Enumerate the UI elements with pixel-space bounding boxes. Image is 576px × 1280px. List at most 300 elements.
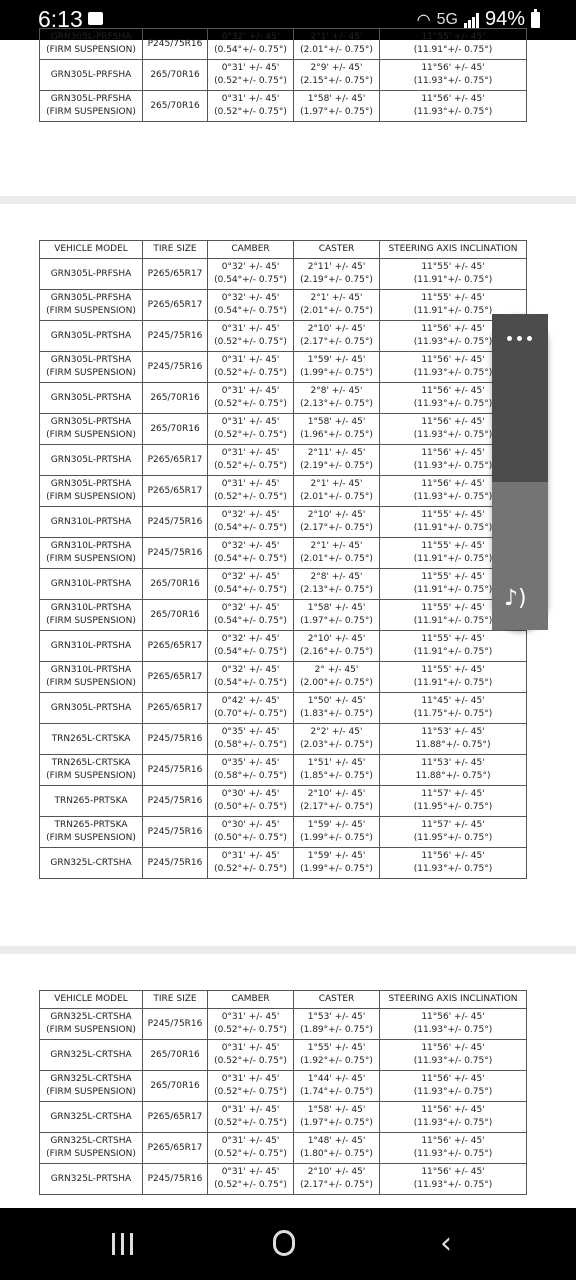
sai-cell-line: 11°56' +/- 45' <box>421 851 485 861</box>
camber-cell-line: 0°32' +/- 45' <box>221 293 280 303</box>
model-cell <box>40 1133 143 1164</box>
sai-cell-line: 11°55' +/- 45' <box>421 603 485 613</box>
model-cell <box>40 414 143 445</box>
sai-cell-line: 11°55' +/- 45' <box>421 32 485 42</box>
caster-cell-line: (1.80°+/- 0.75°) <box>300 1149 373 1159</box>
table-row <box>40 693 527 724</box>
sai-cell-line: 11°55' +/- 45' <box>421 510 485 520</box>
sai-cell-line: (11.93°+/- 0.75°) <box>413 368 493 378</box>
caster-cell <box>294 259 380 290</box>
camber-cell-line: 0°31' +/- 45' <box>221 1167 280 1177</box>
tire-size-cell: P265/65R17 <box>143 1133 208 1164</box>
caster-cell-line: 1°44' +/- 45' <box>307 1074 366 1084</box>
caster-cell-line: 2°1' +/- 45' <box>310 541 363 551</box>
camber-cell-line: 0°31' +/- 45' <box>221 417 280 427</box>
caster-cell-line: (1.74°+/- 0.75°) <box>300 1087 373 1097</box>
more-icon[interactable] <box>507 336 532 341</box>
camber-cell <box>208 662 294 693</box>
model-cell-line: (FIRM SUSPENSION) <box>46 1087 136 1097</box>
caster-cell <box>294 91 380 122</box>
camber-cell <box>208 1133 294 1164</box>
camber-cell <box>208 383 294 414</box>
model-cell <box>40 29 143 60</box>
tire-size-cell: P265/65R17 <box>143 290 208 321</box>
sai-cell-line: (11.95°+/- 0.75°) <box>413 833 493 843</box>
camber-cell-line: (0.52°+/- 0.75°) <box>214 368 287 378</box>
camber-cell-line: 0°32' +/- 45' <box>221 262 280 272</box>
sai-cell <box>380 29 527 60</box>
camber-cell-line: (0.52°+/- 0.75°) <box>214 864 287 874</box>
caster-cell-line: (2.01°+/- 0.75°) <box>300 306 373 316</box>
caster-cell-line: 2°11' +/- 45' <box>307 448 366 458</box>
sai-cell-line: 11°55' +/- 45' <box>421 541 485 551</box>
caster-cell-line: (1.97°+/- 0.75°) <box>300 1118 373 1128</box>
camber-cell-line: (0.52°+/- 0.75°) <box>214 492 287 502</box>
sai-cell <box>380 724 527 755</box>
model-cell-line: (FIRM SUSPENSION) <box>46 1149 136 1159</box>
caster-cell-line: (1.97°+/- 0.75°) <box>300 616 373 626</box>
camber-cell-line: (0.52°+/- 0.75°) <box>214 1149 287 1159</box>
camber-cell-line: (0.52°+/- 0.75°) <box>214 76 287 86</box>
camber-cell <box>208 538 294 569</box>
camber-cell-line: (0.50°+/- 0.75°) <box>214 802 287 812</box>
table-row <box>40 848 527 879</box>
camber-cell <box>208 786 294 817</box>
camber-cell-line: (0.52°+/- 0.75°) <box>214 461 287 471</box>
caster-cell-line: (1.99°+/- 0.75°) <box>300 368 373 378</box>
model-cell-line: (FIRM SUSPENSION) <box>46 492 136 502</box>
spec-table-bottom <box>39 990 527 1195</box>
camber-cell <box>208 91 294 122</box>
caster-cell-line: 2°1' +/- 45' <box>310 479 363 489</box>
camber-cell <box>208 1102 294 1133</box>
model-cell-line: GRN305L-PRTSHA <box>50 355 132 365</box>
caster-cell <box>294 321 380 352</box>
model-cell-line: GRN310L-PRTSHA <box>50 665 132 675</box>
camber-cell <box>208 1164 294 1195</box>
sai-cell <box>380 693 527 724</box>
tire-size-cell: P245/75R16 <box>143 786 208 817</box>
caster-cell-line: (1.99°+/- 0.75°) <box>300 833 373 843</box>
recent-apps-icon[interactable] <box>112 1233 133 1255</box>
camber-cell-line: 0°31' +/- 45' <box>221 324 280 334</box>
tire-size-cell: P265/65R17 <box>143 631 208 662</box>
camber-cell <box>208 693 294 724</box>
table-row <box>40 786 527 817</box>
camber-cell-line: (0.52°+/- 0.75°) <box>214 1025 287 1035</box>
model-cell <box>40 569 143 600</box>
camber-cell <box>208 848 294 879</box>
sai-cell-line: (11.93°+/- 0.75°) <box>413 492 493 502</box>
model-cell <box>40 1009 143 1040</box>
camber-cell-line: (0.54°+/- 0.75°) <box>214 647 287 657</box>
model-cell <box>40 1040 143 1071</box>
sai-cell-line: (11.91°+/- 0.75°) <box>413 554 493 564</box>
sai-cell-line: (11.91°+/- 0.75°) <box>413 585 493 595</box>
camber-cell-line: (0.52°+/- 0.75°) <box>214 1087 287 1097</box>
model-cell-line: GRN305L-PRTSHA <box>50 454 132 465</box>
camber-cell-line: 0°31' +/- 45' <box>221 1043 280 1053</box>
model-cell-line: (FIRM SUSPENSION) <box>46 45 136 55</box>
model-cell-line: GRN325L-CRTSHA <box>50 1136 132 1146</box>
column-header: CASTER <box>294 241 380 259</box>
table-row <box>40 631 527 662</box>
model-cell <box>40 755 143 786</box>
spec-table-middle <box>39 240 527 879</box>
tire-size-cell: P245/75R16 <box>143 817 208 848</box>
caster-cell-line: 2°1' +/- 45' <box>310 32 363 42</box>
caster-cell <box>294 569 380 600</box>
caster-cell-line: 1°50' +/- 45' <box>307 696 366 706</box>
page-separator <box>0 196 576 204</box>
camber-cell-line: 0°35' +/- 45' <box>221 758 280 768</box>
model-cell-line: GRN305L-PRTSHA <box>50 702 132 713</box>
camber-cell-line: (0.54°+/- 0.75°) <box>214 554 287 564</box>
caster-cell-line: 2°10' +/- 45' <box>307 1167 366 1177</box>
camber-cell-line: (0.52°+/- 0.75°) <box>214 430 287 440</box>
table-row <box>40 352 527 383</box>
model-cell-line: GRN325L-CRTSHA <box>50 1074 132 1084</box>
sai-cell-line: (11.93°+/- 0.75°) <box>413 864 493 874</box>
table-row <box>40 321 527 352</box>
sai-cell-line: 11.88°+/- 0.75°) <box>415 771 491 781</box>
sai-cell-line: (11.75°+/- 0.75°) <box>413 709 493 719</box>
sai-cell-line: 11°56' +/- 45' <box>421 324 485 334</box>
sai-cell-line: 11°56' +/- 45' <box>421 1012 485 1022</box>
table-row <box>40 1071 527 1102</box>
model-cell-line: GRN310L-PRTSHA <box>50 640 132 651</box>
sai-cell-line: (11.93°+/- 0.75°) <box>413 1149 493 1159</box>
caster-cell-line: 2° +/- 45' <box>314 665 359 675</box>
home-icon[interactable] <box>273 1230 295 1256</box>
sai-cell-line: (11.93°+/- 0.75°) <box>413 1118 493 1128</box>
sai-cell-line: (11.93°+/- 0.75°) <box>413 1056 493 1066</box>
caster-cell <box>294 1040 380 1071</box>
caster-cell-line: (1.83°+/- 0.75°) <box>300 709 373 719</box>
model-cell-line: (FIRM SUSPENSION) <box>46 771 136 781</box>
sai-cell-line: 11°53' +/- 45' <box>421 727 485 737</box>
caster-cell-line: (1.89°+/- 0.75°) <box>300 1025 373 1035</box>
camber-cell <box>208 1040 294 1071</box>
model-cell-line: TRN265L-CRTSKA <box>51 758 131 768</box>
caster-cell-line: (2.19°+/- 0.75°) <box>300 275 373 285</box>
sai-cell <box>380 1133 527 1164</box>
camber-cell-line: 0°30' +/- 45' <box>221 820 280 830</box>
camber-cell-line: (0.52°+/- 0.75°) <box>214 399 287 409</box>
column-header: TIRE SIZE <box>143 991 208 1009</box>
table-row <box>40 724 527 755</box>
camber-cell <box>208 755 294 786</box>
battery-icon <box>531 12 540 28</box>
table-row <box>40 60 527 91</box>
camber-cell-line: 0°31' +/- 45' <box>221 1105 280 1115</box>
model-cell-line: GRN305L-PRFSHA <box>50 293 132 303</box>
camber-cell-line: 0°32' +/- 45' <box>221 665 280 675</box>
model-cell-line: GRN310L-PRTSHA <box>50 541 132 551</box>
caster-cell-line: (2.17°+/- 0.75°) <box>300 802 373 812</box>
caster-cell-line: (2.01°+/- 0.75°) <box>300 554 373 564</box>
caster-cell-line: 1°58' +/- 45' <box>307 94 366 104</box>
caster-cell-line: 1°58' +/- 45' <box>307 1105 366 1115</box>
camber-cell-line: (0.54°+/- 0.75°) <box>214 585 287 595</box>
camber-cell-line: 0°31' +/- 45' <box>221 1012 280 1022</box>
model-cell-line: TRN265-PRTSKA <box>54 820 128 830</box>
table-row <box>40 414 527 445</box>
caster-cell-line: 1°53' +/- 45' <box>307 1012 366 1022</box>
sai-cell-line: 11°53' +/- 45' <box>421 758 485 768</box>
model-cell <box>40 476 143 507</box>
caster-cell-line: 1°51' +/- 45' <box>307 758 366 768</box>
back-icon[interactable]: ‹ <box>440 1226 452 1261</box>
sai-cell-line: (11.93°+/- 0.75°) <box>413 1180 493 1190</box>
sai-cell-line: 11°56' +/- 45' <box>421 479 485 489</box>
tire-size-cell: 265/70R16 <box>143 1071 208 1102</box>
caster-cell-line: (1.92°+/- 0.75°) <box>300 1056 373 1066</box>
sai-cell-line: (11.93°+/- 0.75°) <box>413 76 493 86</box>
caster-cell-line: 2°8' +/- 45' <box>310 572 363 582</box>
caster-cell-line: (2.13°+/- 0.75°) <box>300 399 373 409</box>
model-cell-line: (FIRM SUSPENSION) <box>46 368 136 378</box>
caster-cell <box>294 383 380 414</box>
floating-side-panel[interactable] <box>492 314 548 630</box>
table-row <box>40 569 527 600</box>
caster-cell <box>294 600 380 631</box>
sai-cell-line: (11.91°+/- 0.75°) <box>413 45 493 55</box>
model-cell-line: GRN325L-PRTSHA <box>50 1173 132 1184</box>
camber-cell-line: (0.52°+/- 0.75°) <box>214 1180 287 1190</box>
camber-cell-line: 0°32' +/- 45' <box>221 541 280 551</box>
caster-cell <box>294 1164 380 1195</box>
tire-size-cell: P245/75R16 <box>143 507 208 538</box>
model-cell-line: (FIRM SUSPENSION) <box>46 833 136 843</box>
caster-cell-line: 1°48' +/- 45' <box>307 1136 366 1146</box>
model-cell <box>40 600 143 631</box>
camber-cell-line: (0.52°+/- 0.75°) <box>214 107 287 117</box>
camber-cell-line: 0°31' +/- 45' <box>221 355 280 365</box>
sai-cell <box>380 1009 527 1040</box>
sai-cell-line: 11°55' +/- 45' <box>421 572 485 582</box>
camber-cell <box>208 631 294 662</box>
model-cell-line: GRN305L-PRFSHA <box>50 32 132 42</box>
sai-cell-line: (11.93°+/- 0.75°) <box>413 461 493 471</box>
sai-cell <box>380 786 527 817</box>
camber-cell-line: 0°32' +/- 45' <box>221 603 280 613</box>
model-cell-line: GRN325L-CRTSHA <box>50 1049 132 1060</box>
caster-cell-line: (2.15°+/- 0.75°) <box>300 76 373 86</box>
model-cell <box>40 848 143 879</box>
sai-cell <box>380 60 527 91</box>
page-separator <box>0 946 576 954</box>
side-panel-top[interactable] <box>492 314 548 482</box>
sai-cell-line: 11°55' +/- 45' <box>421 634 485 644</box>
caster-cell-line: 1°58' +/- 45' <box>307 417 366 427</box>
model-cell-line: TRN265-PRTSKA <box>54 795 128 806</box>
model-cell-line: GRN325L-CRTSHA <box>50 1012 132 1022</box>
camber-cell <box>208 1071 294 1102</box>
camber-cell-line: (0.54°+/- 0.75°) <box>214 616 287 626</box>
tire-size-cell: 265/70R16 <box>143 414 208 445</box>
model-cell <box>40 662 143 693</box>
tire-size-cell: 265/70R16 <box>143 569 208 600</box>
sai-cell-line: (11.91°+/- 0.75°) <box>413 616 493 626</box>
caster-cell-line: (2.17°+/- 0.75°) <box>300 1180 373 1190</box>
sai-cell-line: 11°56' +/- 45' <box>421 1167 485 1177</box>
sai-cell <box>380 91 527 122</box>
column-header: CASTER <box>294 991 380 1009</box>
sai-cell-line: 11°56' +/- 45' <box>421 63 485 73</box>
camber-cell-line: 0°32' +/- 45' <box>221 510 280 520</box>
caster-cell-line: (1.96°+/- 0.75°) <box>300 430 373 440</box>
table-row <box>40 1133 527 1164</box>
sai-cell <box>380 1071 527 1102</box>
model-cell <box>40 290 143 321</box>
table-row <box>40 817 527 848</box>
caster-cell <box>294 445 380 476</box>
camber-cell-line: 0°31' +/- 45' <box>221 1136 280 1146</box>
tire-size-cell: 265/70R16 <box>143 1040 208 1071</box>
tire-size-cell: P245/75R16 <box>143 1009 208 1040</box>
model-cell-line: GRN305L-PRTSHA <box>50 417 132 427</box>
sai-cell-line: (11.91°+/- 0.75°) <box>413 523 493 533</box>
caster-cell-line: 2°10' +/- 45' <box>307 324 366 334</box>
table-row <box>40 290 527 321</box>
model-cell-line: (FIRM SUSPENSION) <box>46 678 136 688</box>
caster-cell <box>294 755 380 786</box>
column-header: CAMBER <box>208 241 294 259</box>
camber-cell <box>208 445 294 476</box>
table-row <box>40 538 527 569</box>
document-viewer[interactable] <box>0 32 576 1208</box>
caster-cell-line: 1°59' +/- 45' <box>307 820 366 830</box>
model-cell <box>40 60 143 91</box>
column-header: VEHICLE MODEL <box>40 991 143 1009</box>
sai-cell-line: 11°56' +/- 45' <box>421 1136 485 1146</box>
camber-cell <box>208 352 294 383</box>
camber-cell <box>208 476 294 507</box>
model-cell-line: (FIRM SUSPENSION) <box>46 554 136 564</box>
tire-size-cell: 265/70R16 <box>143 91 208 122</box>
caster-cell <box>294 662 380 693</box>
table-row <box>40 476 527 507</box>
sai-cell-line: 11°57' +/- 45' <box>421 789 485 799</box>
sai-cell-line: 11°55' +/- 45' <box>421 293 485 303</box>
caster-cell <box>294 507 380 538</box>
camber-cell-line: (0.54°+/- 0.75°) <box>214 45 287 55</box>
caster-cell <box>294 538 380 569</box>
camber-cell <box>208 724 294 755</box>
caster-cell-line: (2.03°+/- 0.75°) <box>300 740 373 750</box>
caster-cell <box>294 1071 380 1102</box>
model-cell <box>40 724 143 755</box>
table-header-row <box>40 991 527 1009</box>
tire-size-cell: 265/70R16 <box>143 383 208 414</box>
caster-cell <box>294 848 380 879</box>
column-header: STEERING AXIS INCLINATION <box>380 991 527 1009</box>
caster-cell-line: 1°59' +/- 45' <box>307 851 366 861</box>
table-row <box>40 662 527 693</box>
caster-cell-line: (2.16°+/- 0.75°) <box>300 647 373 657</box>
tire-size-cell: P265/65R17 <box>143 693 208 724</box>
camber-cell-line: (0.54°+/- 0.75°) <box>214 678 287 688</box>
caster-cell-line: (1.97°+/- 0.75°) <box>300 107 373 117</box>
tire-size-cell: P245/75R16 <box>143 321 208 352</box>
sai-cell-line: 11°55' +/- 45' <box>421 262 485 272</box>
camber-cell-line: 0°42' +/- 45' <box>221 696 280 706</box>
camber-cell-line: (0.70°+/- 0.75°) <box>214 709 287 719</box>
signal-icon <box>464 12 479 28</box>
sai-cell-line: 11°56' +/- 45' <box>421 1105 485 1115</box>
model-cell-line: (FIRM SUSPENSION) <box>46 1025 136 1035</box>
tire-size-cell: P245/75R16 <box>143 29 208 60</box>
table-row <box>40 29 527 60</box>
camber-cell-line: 0°31' +/- 45' <box>221 479 280 489</box>
wifi-icon: ◠ <box>416 11 431 29</box>
status-time: 6:13 <box>38 6 83 32</box>
caster-cell-line: (1.99°+/- 0.75°) <box>300 864 373 874</box>
model-cell <box>40 1071 143 1102</box>
column-header: VEHICLE MODEL <box>40 241 143 259</box>
table-row <box>40 445 527 476</box>
tire-size-cell: P245/75R16 <box>143 848 208 879</box>
sound-icon[interactable]: ♪) <box>504 586 527 611</box>
model-cell <box>40 817 143 848</box>
caster-cell <box>294 60 380 91</box>
caster-cell <box>294 476 380 507</box>
sai-cell-line: (11.93°+/- 0.75°) <box>413 1087 493 1097</box>
caster-cell-line: (2.01°+/- 0.75°) <box>300 45 373 55</box>
caster-cell <box>294 631 380 662</box>
model-cell <box>40 91 143 122</box>
column-header: CAMBER <box>208 991 294 1009</box>
model-cell-line: GRN305L-PRTSHA <box>50 392 132 403</box>
caster-cell <box>294 786 380 817</box>
caster-cell-line: 1°59' +/- 45' <box>307 355 366 365</box>
caster-cell-line: (2.00°+/- 0.75°) <box>300 678 373 688</box>
model-cell <box>40 259 143 290</box>
model-cell-line: GRN305L-PRFSHA <box>50 94 132 104</box>
camber-cell <box>208 29 294 60</box>
model-cell <box>40 538 143 569</box>
sai-cell-line: (11.91°+/- 0.75°) <box>413 647 493 657</box>
side-panel-bottom[interactable] <box>492 482 548 630</box>
caster-cell-line: (1.85°+/- 0.75°) <box>300 771 373 781</box>
image-icon <box>88 12 103 25</box>
model-cell-line: (FIRM SUSPENSION) <box>46 107 136 117</box>
camber-cell-line: (0.52°+/- 0.75°) <box>214 337 287 347</box>
caster-cell <box>294 693 380 724</box>
sai-cell-line: 11°56' +/- 45' <box>421 386 485 396</box>
sai-cell <box>380 755 527 786</box>
camber-cell-line: 0°31' +/- 45' <box>221 94 280 104</box>
caster-cell-line: 1°58' +/- 45' <box>307 603 366 613</box>
camber-cell-line: (0.52°+/- 0.75°) <box>214 1056 287 1066</box>
sai-cell-line: (11.93°+/- 0.75°) <box>413 337 493 347</box>
caster-cell-line: 2°1' +/- 45' <box>310 293 363 303</box>
sai-cell <box>380 259 527 290</box>
table-row <box>40 91 527 122</box>
table-row <box>40 755 527 786</box>
camber-cell-line: (0.54°+/- 0.75°) <box>214 275 287 285</box>
caster-cell <box>294 1133 380 1164</box>
sai-cell <box>380 631 527 662</box>
sai-cell-line: 11°56' +/- 45' <box>421 448 485 458</box>
camber-cell-line: 0°30' +/- 45' <box>221 789 280 799</box>
camber-cell-line: 0°31' +/- 45' <box>221 448 280 458</box>
sai-cell-line: 11°56' +/- 45' <box>421 1043 485 1053</box>
camber-cell-line: 0°32' +/- 45' <box>221 32 280 42</box>
caster-cell-line: (2.01°+/- 0.75°) <box>300 492 373 502</box>
sai-cell-line: 11°55' +/- 45' <box>421 665 485 675</box>
